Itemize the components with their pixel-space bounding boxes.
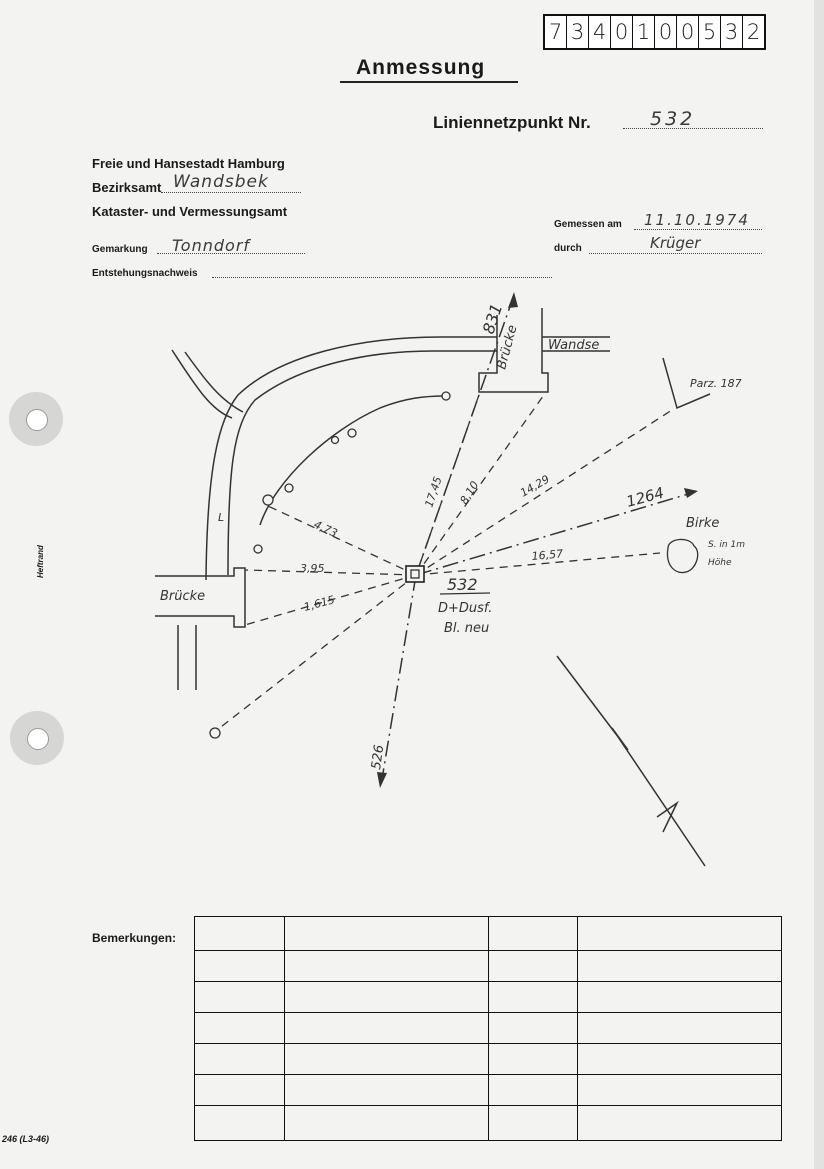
- gemarkung-label: Gemarkung: [92, 244, 148, 255]
- stamp-digit: 3: [721, 16, 743, 48]
- birch-label: Birke: [686, 516, 720, 531]
- birch-note-1: S. in 1m: [708, 540, 745, 550]
- table-row: [195, 982, 782, 1013]
- point-number-label: Liniennetzpunkt Nr.: [433, 113, 591, 132]
- stamp-digit: 7: [545, 16, 567, 48]
- stamp-digit: 3: [567, 16, 589, 48]
- point-description-2: Bl. neu: [444, 621, 490, 636]
- stamp-digit: 0: [611, 16, 633, 48]
- table-row: [195, 917, 782, 951]
- distance-4: 16,57: [531, 547, 564, 563]
- gemarkung-value: Tonndorf: [172, 236, 251, 255]
- reference-top: 831: [478, 301, 507, 337]
- parcel-label: Parz. 187: [690, 377, 742, 390]
- distance-6: 3,95: [300, 562, 325, 575]
- river-label: Wandse: [548, 338, 600, 353]
- bridge-top-label: Brücke: [494, 323, 521, 372]
- table-row: [195, 1106, 782, 1141]
- distance-2: 8,10: [457, 478, 482, 507]
- distance-1: 17,45: [422, 474, 445, 509]
- distance-7: 1,615: [302, 593, 337, 614]
- reference-right: 1264: [624, 483, 666, 511]
- mark-l: L: [218, 511, 225, 524]
- org-line-3: Kataster- und Vermessungsamt: [92, 204, 288, 219]
- table-row: [195, 1044, 782, 1075]
- form-title: Anmessung: [356, 56, 486, 79]
- reference-bottom: 526: [369, 743, 388, 771]
- point-number-label-sketch: 532: [447, 575, 478, 594]
- stamp-digit: 4: [589, 16, 611, 48]
- point-number-value: 532: [650, 108, 696, 130]
- remarks-label: Bemerkungen:: [92, 931, 177, 945]
- stamp-digit: 0: [655, 16, 677, 48]
- stamp-digit: 2: [746, 20, 761, 44]
- bezirksamt-value: Wandsbek: [173, 172, 269, 192]
- bridge-left-label: Brücke: [160, 589, 206, 604]
- stamp-digit: 1: [633, 16, 655, 48]
- distance-3: 14,29: [518, 472, 552, 500]
- bezirksamt-label: Bezirksamt: [92, 180, 162, 195]
- distance-5: 4,73: [311, 517, 340, 541]
- table-row: [195, 1075, 782, 1106]
- table-row: [195, 951, 782, 982]
- surveyor-signature: Krüger: [650, 234, 701, 252]
- stamp-digit: 0: [677, 16, 699, 48]
- org-line-1: Freie und Hansestadt Hamburg: [92, 156, 285, 171]
- table-row: [195, 1013, 782, 1044]
- form-number: 246 (L3-46): [2, 1134, 50, 1144]
- durch-label: durch: [554, 243, 582, 254]
- birch-note-2: Höhe: [708, 558, 732, 568]
- remarks-table: [194, 916, 782, 1141]
- gemessen-value: 11.10.1974: [644, 211, 750, 229]
- heftrand-label: Heftrand: [36, 545, 45, 578]
- point-description-1: D+Dusf.: [438, 601, 493, 616]
- entstehungsnachweis-label: Entstehungsnachweis: [92, 268, 198, 279]
- stamp-digit: 5: [699, 16, 721, 48]
- gemessen-label: Gemessen am: [554, 219, 622, 230]
